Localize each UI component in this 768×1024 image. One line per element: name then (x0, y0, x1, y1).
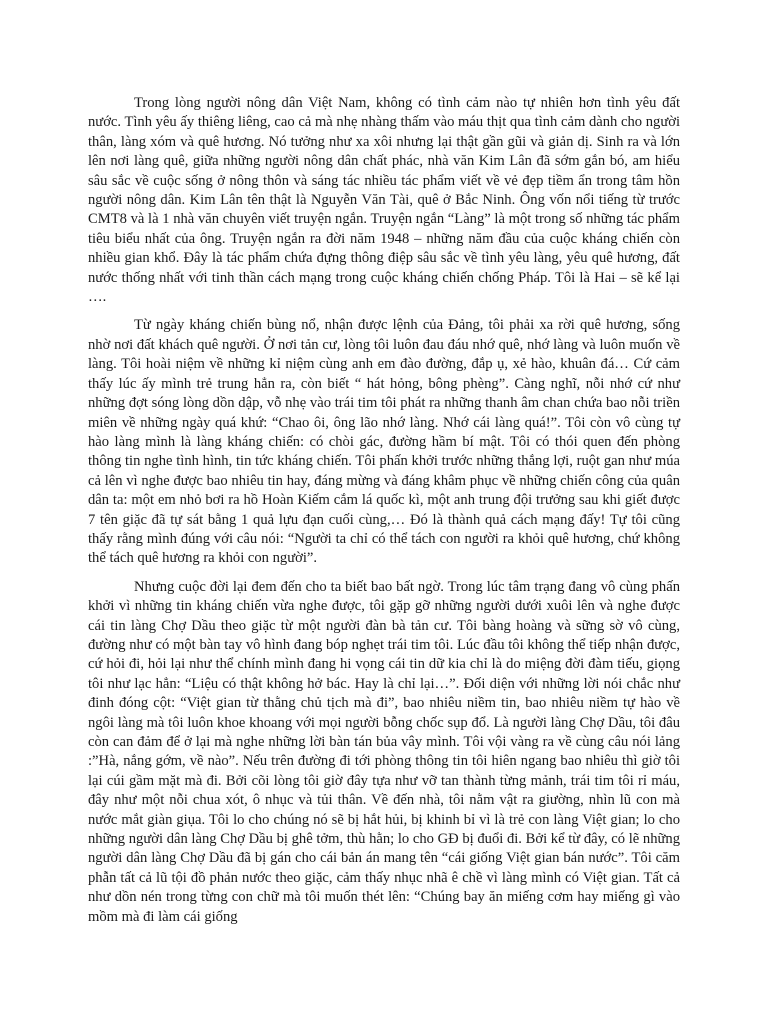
paragraph-memories: Từ ngày kháng chiến bùng nổ, nhận được lệnh của Đảng, tôi phải xa rời quê hương, sống nhờ nơi đất khách quê người. Ở nơi tản cư, lòng tôi luôn đau đáu nhớ quê, nhớ làng và luôn muốn về làng. Tôi hoài niệm về những kỉ niệm cùng anh em đào đường, đắp ụ, xẻ hào, khuân đá… Cứ cảm thấy lúc ấy mình trẻ trung hẳn ra, còn biết “ hát hỏng, bông phèng”. Càng nghĩ, nỗi nhớ cứ như những đợt sóng lòng dồn dập, vỗ nhẹ vào trái tim tôi phát ra những thanh âm chan chứa bao nỗi triền miên về những ngày quá khứ: “Chao ôi, ông lão nhớ làng. Nhớ cái làng quá!”. Tôi còn vô cùng tự hào làng mình là làng kháng chiến: có chòi gác, đường hầm bí mật. Tôi có thói quen đến phòng thông tin nghe tình hình, tin tức kháng chiến. Tôi phấn khởi trước những thắng lợi, ruột gan như múa cả lên vì nghe được bao nhiêu tin hay, đáng mừng và đáng khâm phục về những chiến công của quân dân ta: một em nhỏ bơi ra hồ Hoàn Kiếm cắm lá quốc kì, một anh trung đội trưởng sau khi giết được 7 tên giặc đã tự sát bằng 1 quả lựu đạn cuối cùng,… Đó là thành quả cách mạng đấy! Tự tôi cũng thấy rằng mình đúng với câu nói: “Người ta chỉ có thể tách con người ra khỏi quê hương, chứ không thể tách quê hương ra khỏi con người”. (88, 317, 680, 567)
document-page (88, 94, 680, 936)
paragraph-news: Nhưng cuộc đời lại đem đến cho ta biết bao bất ngờ. Trong lúc tâm trạng đang vô cùng phấn khởi vì những tin kháng chiến vừa nghe được, tôi gặp gỡ những người dưới xuôi lên và nghe được cái tin làng Chợ Dầu theo giặc từ một người đàn bà tản cư. Tôi bàng hoàng và sững sờ vô cùng, đường như có một bàn tay vô hình đang bóp nghẹt trái tim tôi. Lúc đầu tôi không thể tiếp nhận được, cứ hỏi đi, hỏi lại như thể chính mình đang hi vọng cái tin dữ kia chỉ là do miệng đời đàm tiếu, giọng tôi như lạc hẳn: “Liệu có thật không hở bác. Hay là chỉ lại…”. Đối diện với những lời nói chắc như đinh đóng cột: “Việt gian từ thằng chủ tịch mà đi”, bao nhiêu niềm tin, bao nhiêu niềm tự hào về ngôi làng mà tôi luôn khoe khoang với mọi người bỗng chốc sụp đổ. Là người làng Chợ Dầu, tôi đâu còn can đảm để ở lại mà nghe những lời bàn tán bủa vây mình. Tôi vội vàng ra về cùng câu nói lảng :”Hà, nắng gớm, về nào”. Nếu trên đường đi tới phòng thông tin tôi hiên ngang bao nhiêu thì giờ tôi lại cúi gầm mặt mà đi. Bởi cõi lòng tôi giờ đây tựa như vỡ tan thành từng mảnh, trái tim tôi rỉ máu, đây như một nỗi chua xót, ô nhục và tủi thân. Về đến nhà, tôi nằm vật ra giường, nhìn lũ con mà nước mắt giàn giụa. Tôi lo cho chúng nó sẽ bị hắt hủi, bị khinh bỉ vì là trẻ con làng Việt gian; lo cho những người dân làng Chợ Dầu bị ghê tởm, thù hằn; lo cho GĐ bị đuổi đi. Bởi kể từ đây, có lẽ những người dân làng Chợ Dầu đã bị gán cho cái bản án mang tên “cái giống Việt gian bán nước”. Tôi căm phẫn tất cả lũ tội đồ phản nước theo giặc, cảm thấy nhục nhã ê chề vì làng mình có Việt gian. Tất cả như dồn nén trong từng con chữ mà tôi muốn thét lên: “Chúng bay ăn miếng cơm hay miếng gì vào mồm mà đi làm cái giống (88, 578, 680, 925)
paragraph-intro: Trong lòng người nông dân Việt Nam, không có tình cảm nào tự nhiên hơn tình yêu đất nước. Tình yêu ấy thiêng liêng, cao cả mà nhẹ nhàng thấm vào máu thịt qua tình cảm dành cho người thân, làng xóm và quê hương. Nó tưởng như xa xôi nhưng lại thật gần gũi và giản dị. Sinh ra và lớn lên nơi làng quê, giữa những người nông dân chất phác, nhà văn Kim Lân đã sớm gắn bó, am hiểu sâu sắc về cuộc sống ở nông thôn và sáng tác nhiều tác phẩm viết về vẻ đẹp tiềm ẩn trong tâm hồn người nông dân. Kim Lân tên thật là Nguyễn Văn Tài, quê ở Bắc Ninh. Ông vốn nổi tiếng từ trước CMT8 và là 1 nhà văn chuyên viết truyện ngắn. Truyện ngắn “Làng” là một trong số những tác phẩm tiêu biểu nhất của ông. Truyện ngắn ra đời năm 1948 – những năm đầu của cuộc kháng chiến còn nhiều gian khổ. Đây là tác phẩm chứa đựng thông điệp sâu sắc về tình yêu làng, yêu quê hương, đất nước thống nhất với tinh thần cách mạng trong cuộc kháng chiến chống Pháp. Tôi là Hai – sẽ kể lại …. (88, 95, 680, 306)
